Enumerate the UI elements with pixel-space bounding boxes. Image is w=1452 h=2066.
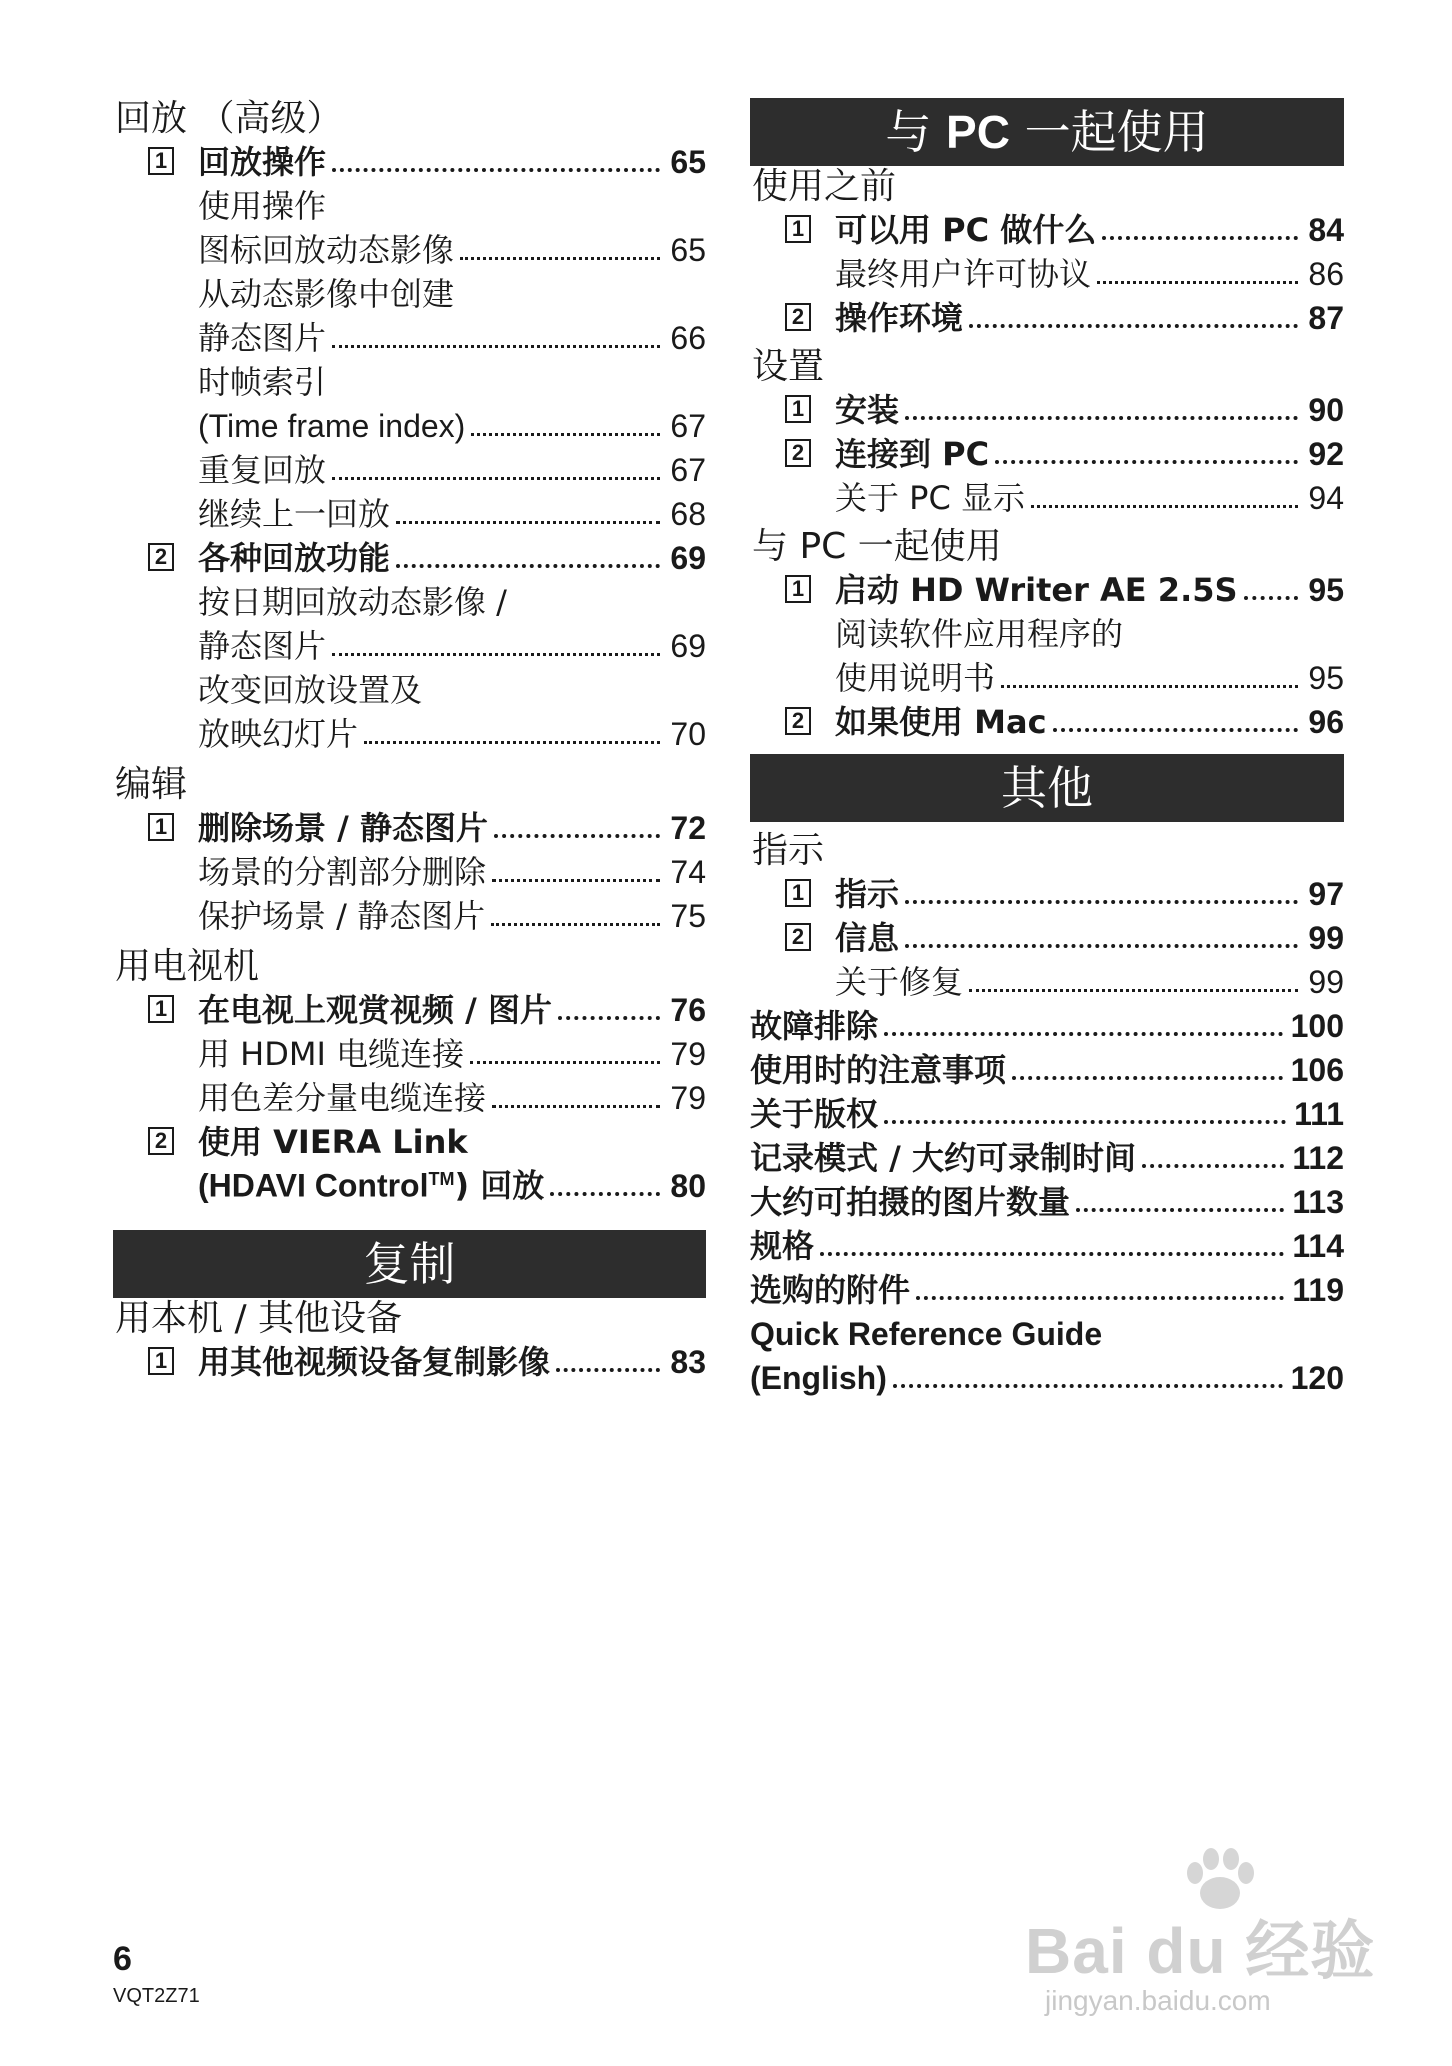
step-number-box: 2 bbox=[785, 707, 811, 735]
toc-label: 时帧索引 bbox=[198, 363, 327, 401]
toc-row[interactable] bbox=[750, 1136, 1344, 1180]
dot-leader bbox=[820, 1252, 1284, 1256]
toc-row[interactable] bbox=[750, 476, 1344, 520]
dot-leader bbox=[893, 1384, 1283, 1388]
toc-label: 使用时的注意事项 bbox=[750, 1051, 1007, 1089]
toc-row[interactable] bbox=[750, 872, 1344, 916]
toc-label: (English) bbox=[750, 1360, 887, 1396]
toc-row[interactable] bbox=[750, 252, 1344, 296]
toc-page: 74 bbox=[670, 854, 706, 890]
toc-label: 静态图片 bbox=[198, 319, 327, 357]
step-number-box: 1 bbox=[148, 813, 174, 841]
toc-row[interactable] bbox=[750, 1092, 1344, 1136]
toc-row bbox=[113, 360, 706, 404]
band-header-with-pc: 与 PC 一起使用 bbox=[750, 98, 1344, 166]
toc-page: 95 bbox=[1308, 660, 1344, 696]
toc-page: 65 bbox=[670, 232, 706, 268]
toc-label: 启动 HD Writer AE 2.5S bbox=[835, 571, 1238, 609]
toc-list-setup bbox=[750, 388, 1344, 520]
toc-list-using-with-pc bbox=[750, 568, 1344, 744]
toc-label: 指示 bbox=[835, 875, 900, 913]
dot-leader bbox=[905, 416, 1298, 420]
trademark-mark: TM bbox=[428, 1169, 455, 1190]
toc-row[interactable] bbox=[750, 1224, 1344, 1268]
dot-leader bbox=[1142, 1164, 1284, 1168]
toc-page: 69 bbox=[670, 628, 706, 664]
toc-page: 87 bbox=[1308, 300, 1344, 336]
toc-label: 用 HDMI 电缆连接 bbox=[198, 1035, 465, 1073]
toc-row[interactable] bbox=[750, 1180, 1344, 1224]
toc-label: 关于版权 bbox=[750, 1095, 879, 1133]
toc-label: (HDAVI Control™) 回放 bbox=[198, 1167, 545, 1205]
step-number-box: 2 bbox=[148, 1127, 174, 1155]
toc-row[interactable] bbox=[113, 404, 706, 448]
toc-row[interactable] bbox=[113, 1032, 706, 1076]
dot-leader bbox=[491, 923, 660, 926]
step-number-box: 1 bbox=[785, 215, 811, 243]
dot-leader bbox=[364, 741, 660, 744]
dot-leader bbox=[332, 477, 660, 480]
toc-row[interactable] bbox=[750, 296, 1344, 340]
dot-leader bbox=[332, 653, 660, 656]
toc-row[interactable] bbox=[750, 656, 1344, 700]
toc-label: 关于 PC 显示 bbox=[835, 479, 1025, 517]
toc-row[interactable] bbox=[113, 492, 706, 536]
section-header-indications: 指示 bbox=[752, 830, 825, 871]
toc-row[interactable] bbox=[113, 1164, 706, 1208]
section-header-this-unit-other-devices: 用本机 / 其他设备 bbox=[115, 1298, 403, 1339]
step-number-box: 1 bbox=[785, 395, 811, 423]
toc-label: Quick Reference Guide bbox=[750, 1316, 1103, 1352]
page-number: 6 bbox=[113, 1940, 132, 1978]
toc-label: 关于修复 bbox=[835, 963, 964, 1001]
toc-label: 各种回放功能 bbox=[198, 539, 391, 577]
toc-label: 最终用户许可协议 bbox=[835, 255, 1092, 293]
toc-label: 大约可拍摄的图片数量 bbox=[750, 1183, 1071, 1221]
dot-leader bbox=[556, 1368, 660, 1372]
toc-row[interactable] bbox=[113, 140, 706, 184]
step-number-box: 2 bbox=[785, 303, 811, 331]
toc-page: 97 bbox=[1308, 876, 1344, 912]
section-header-playback-advanced: 回放 （高级） bbox=[115, 98, 343, 139]
toc-row bbox=[750, 612, 1344, 656]
toc-row[interactable] bbox=[750, 700, 1344, 744]
dot-leader bbox=[460, 257, 660, 260]
dot-leader bbox=[471, 433, 660, 436]
toc-list-playback-advanced bbox=[113, 140, 706, 756]
toc-label: 使用 VIERA Link bbox=[198, 1123, 468, 1161]
toc-page: 113 bbox=[1292, 1184, 1344, 1220]
dot-leader bbox=[550, 1192, 660, 1196]
toc-page: 68 bbox=[670, 496, 706, 532]
dot-leader bbox=[969, 989, 1298, 992]
toc-page: 65 bbox=[670, 144, 706, 180]
toc-row[interactable] bbox=[750, 1268, 1344, 1312]
toc-row[interactable] bbox=[750, 432, 1344, 476]
toc-row[interactable] bbox=[113, 894, 706, 938]
toc-page: 95 bbox=[1308, 572, 1344, 608]
band-header-copy: 复制 bbox=[113, 1230, 706, 1298]
toc-page: 67 bbox=[670, 452, 706, 488]
watermark-url: jingyan.baidu.com bbox=[1045, 1985, 1271, 2016]
step-number-box: 2 bbox=[785, 439, 811, 467]
toc-page: 96 bbox=[1308, 704, 1344, 740]
toc-label: 继续上一回放 bbox=[198, 495, 391, 533]
dot-leader bbox=[1031, 505, 1298, 508]
toc-page: 99 bbox=[1308, 964, 1344, 1000]
step-number-box: 1 bbox=[148, 995, 174, 1023]
toc-label: 安装 bbox=[835, 391, 900, 429]
toc-row[interactable] bbox=[113, 712, 706, 756]
dot-leader bbox=[969, 324, 1298, 328]
toc-page: 119 bbox=[1292, 1272, 1344, 1308]
toc-label: 可以用 PC 做什么 bbox=[835, 211, 1097, 249]
toc-row[interactable] bbox=[750, 568, 1344, 612]
toc-label: 重复回放 bbox=[198, 451, 327, 489]
toc-row[interactable] bbox=[113, 988, 706, 1032]
toc-row[interactable] bbox=[113, 316, 706, 360]
toc-label: 使用说明书 bbox=[835, 659, 996, 697]
toc-label: 图标回放动态影像 bbox=[198, 231, 455, 269]
section-header-before-use: 使用之前 bbox=[752, 166, 897, 207]
toc-page: 72 bbox=[670, 810, 706, 846]
toc-page: 112 bbox=[1292, 1140, 1344, 1176]
toc-row[interactable] bbox=[750, 916, 1344, 960]
toc-page: 83 bbox=[670, 1344, 706, 1380]
toc-page: 66 bbox=[670, 320, 706, 356]
toc-label: (Time frame index) bbox=[198, 408, 466, 444]
toc-row[interactable] bbox=[750, 208, 1344, 252]
step-number-box: 1 bbox=[148, 1347, 174, 1375]
section-header-using-with-pc: 与 PC 一起使用 bbox=[752, 526, 1002, 567]
toc-row bbox=[113, 668, 706, 712]
toc-label: 信息 bbox=[835, 919, 900, 957]
toc-row[interactable] bbox=[750, 1356, 1344, 1400]
dot-leader bbox=[884, 1032, 1283, 1036]
dot-leader bbox=[396, 521, 660, 524]
dot-leader bbox=[492, 879, 660, 882]
dot-leader bbox=[1076, 1208, 1284, 1212]
toc-label: 回放操作 bbox=[198, 143, 327, 181]
toc-row bbox=[113, 580, 706, 624]
toc-row[interactable] bbox=[113, 448, 706, 492]
toc-row[interactable] bbox=[750, 1004, 1344, 1048]
toc-page: 114 bbox=[1292, 1228, 1344, 1264]
toc-label: 使用操作 bbox=[198, 187, 327, 225]
toc-list-before-use bbox=[750, 208, 1344, 340]
toc-page: 69 bbox=[670, 540, 706, 576]
toc-label: 用色差分量电缆连接 bbox=[198, 1079, 487, 1117]
toc-page: 79 bbox=[670, 1080, 706, 1116]
toc-page: 75 bbox=[670, 898, 706, 934]
dot-leader bbox=[1012, 1076, 1283, 1080]
step-number-box: 2 bbox=[785, 923, 811, 951]
section-header-tv: 用电视机 bbox=[115, 946, 260, 987]
toc-label: 删除场景 / 静态图片 bbox=[198, 809, 488, 847]
toc-label: 放映幻灯片 bbox=[198, 715, 359, 753]
toc-list-edit bbox=[113, 806, 706, 938]
dot-leader bbox=[396, 564, 660, 568]
dot-leader bbox=[558, 1016, 660, 1020]
dot-leader bbox=[494, 834, 660, 838]
dot-leader bbox=[1244, 596, 1298, 600]
toc-label: 保护场景 / 静态图片 bbox=[198, 897, 486, 935]
toc-row[interactable] bbox=[750, 1048, 1344, 1092]
dot-leader bbox=[916, 1296, 1284, 1300]
step-number-box: 2 bbox=[148, 543, 174, 571]
toc-page: 80 bbox=[670, 1168, 706, 1204]
watermark-brand: Bai du 经验 bbox=[1025, 1915, 1376, 1987]
toc-list-copy bbox=[113, 1340, 706, 1384]
toc-row[interactable] bbox=[750, 960, 1344, 1004]
toc-page: 67 bbox=[670, 408, 706, 444]
toc-list-top-level bbox=[750, 1004, 1344, 1400]
dot-leader bbox=[332, 168, 660, 172]
toc-label: 从动态影像中创建 bbox=[198, 275, 455, 313]
toc-label: 按日期回放动态影像 / bbox=[198, 583, 507, 621]
document-code: VQT2Z71 bbox=[113, 1985, 200, 2007]
toc-label: 改变回放设置及 bbox=[198, 671, 423, 709]
toc-label: 用其他视频设备复制影像 bbox=[198, 1343, 551, 1381]
dot-leader bbox=[1097, 281, 1298, 284]
toc-label: 在电视上观赏视频 / 图片 bbox=[198, 991, 552, 1029]
toc-page: 86 bbox=[1308, 256, 1344, 292]
toc-page: 92 bbox=[1308, 436, 1344, 472]
left-column bbox=[113, 98, 706, 1384]
toc-row bbox=[113, 272, 706, 316]
toc-row[interactable] bbox=[113, 1340, 706, 1384]
toc-page: 111 bbox=[1294, 1096, 1344, 1132]
toc-label: 故障排除 bbox=[750, 1007, 879, 1045]
toc-row[interactable] bbox=[113, 1076, 706, 1120]
toc-list-tv bbox=[113, 988, 706, 1208]
toc-row bbox=[750, 1312, 1344, 1356]
toc-row[interactable] bbox=[113, 850, 706, 894]
section-header-edit: 编辑 bbox=[115, 764, 188, 805]
step-number-box: 1 bbox=[785, 575, 811, 603]
toc-label: 记录模式 / 大约可录制时间 bbox=[750, 1139, 1136, 1177]
toc-page: 90 bbox=[1308, 392, 1344, 428]
dot-leader bbox=[905, 900, 1298, 904]
dot-leader bbox=[1001, 685, 1298, 688]
toc-label: 规格 bbox=[750, 1227, 815, 1265]
dot-leader bbox=[884, 1120, 1286, 1124]
toc-page: 106 bbox=[1290, 1052, 1344, 1088]
toc-row[interactable] bbox=[113, 806, 706, 850]
toc-label: 场景的分割部分删除 bbox=[198, 853, 487, 891]
toc-page: 70 bbox=[670, 716, 706, 752]
toc-page: 99 bbox=[1308, 920, 1344, 956]
right-column bbox=[750, 98, 1344, 1400]
watermark bbox=[1025, 1845, 1385, 2025]
toc-row[interactable] bbox=[750, 388, 1344, 432]
toc-page: 94 bbox=[1308, 480, 1344, 516]
dot-leader bbox=[995, 460, 1298, 464]
toc-page: 76 bbox=[670, 992, 706, 1028]
toc-label: 如果使用 Mac bbox=[835, 703, 1047, 741]
toc-label: 静态图片 bbox=[198, 627, 327, 665]
toc-label: 阅读软件应用程序的 bbox=[835, 615, 1124, 653]
toc-label: 操作环境 bbox=[835, 299, 964, 337]
toc-row[interactable] bbox=[113, 228, 706, 272]
toc-row[interactable] bbox=[113, 536, 706, 580]
toc-row[interactable] bbox=[113, 624, 706, 668]
toc-label: 连接到 PC bbox=[835, 435, 990, 473]
dot-leader bbox=[492, 1105, 660, 1108]
step-number-box: 1 bbox=[148, 147, 174, 175]
dot-leader bbox=[470, 1061, 660, 1064]
toc-list-indications bbox=[750, 872, 1344, 1004]
toc-page: 79 bbox=[670, 1036, 706, 1072]
toc-label: 选购的附件 bbox=[750, 1271, 911, 1309]
toc-page: 100 bbox=[1290, 1008, 1344, 1044]
section-header-setup: 设置 bbox=[752, 346, 825, 387]
band-header-others: 其他 bbox=[750, 754, 1344, 822]
dot-leader bbox=[332, 345, 660, 348]
toc-page: 84 bbox=[1308, 212, 1344, 248]
dot-leader bbox=[1102, 236, 1298, 240]
step-number-box: 1 bbox=[785, 879, 811, 907]
toc-row bbox=[113, 184, 706, 228]
dot-leader bbox=[905, 944, 1298, 948]
toc-page: 120 bbox=[1290, 1360, 1344, 1396]
dot-leader bbox=[1053, 728, 1298, 732]
